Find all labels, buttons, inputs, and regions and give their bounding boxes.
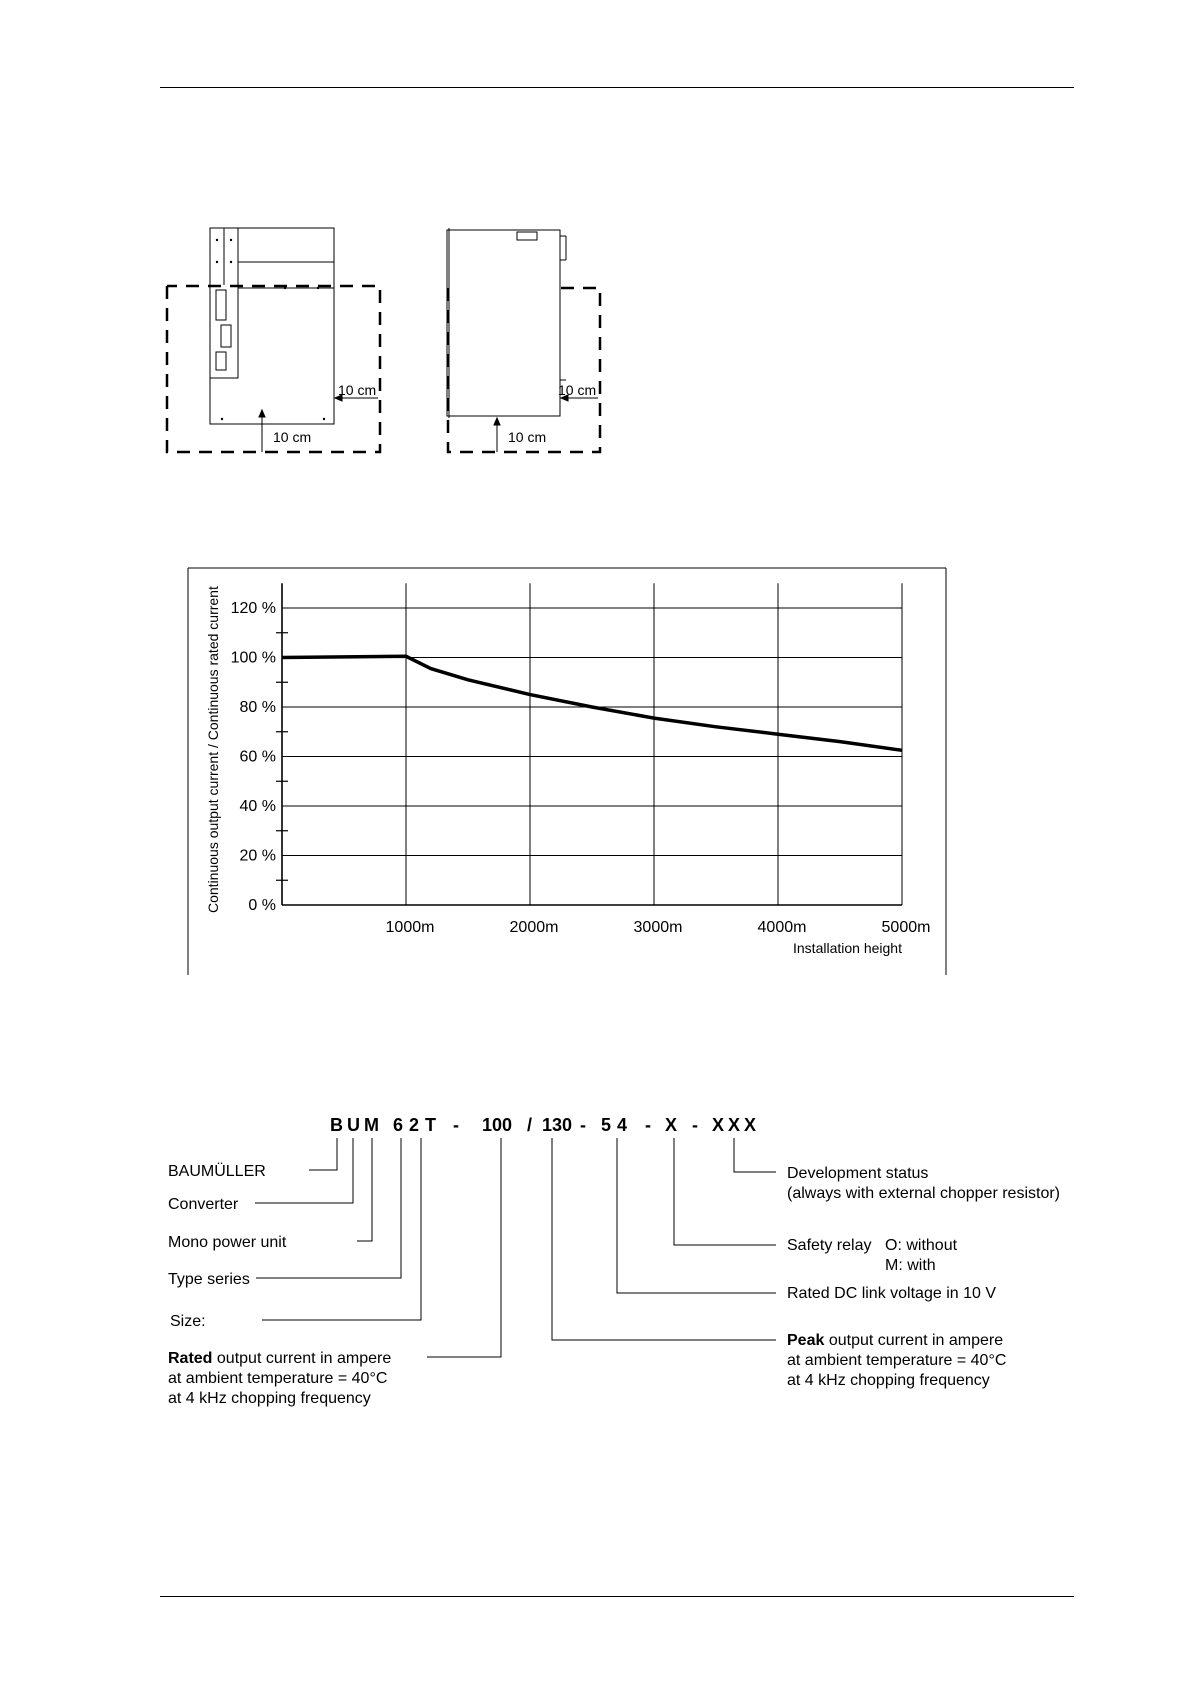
front-right-clearance-label: 10 cm: [338, 382, 377, 398]
code-letter-x-dev-2: X: [728, 1115, 741, 1135]
x-axis-label: Installation height: [793, 940, 902, 956]
y-tick-labels: [231, 600, 276, 914]
label-safety-without: O: without: [885, 1237, 958, 1254]
label-peak-frequency: at 4 kHz chopping frequency: [787, 1372, 990, 1389]
y-tick-label: 40 %: [239, 798, 276, 815]
label-development-status: Development status: [787, 1165, 929, 1182]
derating-curve: [282, 656, 902, 750]
clearance-zone-front: [167, 286, 380, 452]
x-tick-labels: [386, 919, 931, 936]
x-tick-label: 4000m: [757, 919, 807, 936]
code-letter-b: B: [330, 1115, 343, 1135]
label-converter: Converter: [168, 1196, 239, 1213]
x-tick-label: 3000m: [633, 919, 683, 936]
label-safety-with: M: with: [885, 1257, 936, 1274]
front-bottom-clearance-label: 10 cm: [273, 429, 312, 445]
label-rated-ambient: at ambient temperature = 40°C: [168, 1370, 388, 1387]
code-letter-x-safety: X: [665, 1115, 678, 1135]
code-dash-3: -: [645, 1115, 651, 1135]
label-rated-frequency: at 4 kHz chopping frequency: [168, 1390, 371, 1407]
code-digit-2: 2: [409, 1115, 420, 1135]
connector-x2: [221, 325, 231, 347]
label-peak-ambient: at ambient temperature = 40°C: [787, 1352, 1007, 1369]
code-dash-1: -: [453, 1115, 459, 1135]
code-rated-current: 100: [482, 1115, 513, 1135]
clearance-side-view: [447, 228, 600, 452]
label-safety-relay: Safety relay: [787, 1237, 872, 1254]
code-leader-lines: [255, 1138, 776, 1357]
connector-x3: [216, 352, 226, 370]
label-rated-current: [168, 1350, 391, 1367]
code-peak-current: 130: [542, 1115, 573, 1135]
device-side-outline: [447, 230, 560, 416]
y-axis-label: Continuous output current / Continuous rated current: [205, 586, 221, 913]
x-tick-label: 2000m: [509, 919, 559, 936]
y-tick-label: 20 %: [239, 847, 276, 865]
y-tick-label: 100 %: [230, 649, 276, 667]
chart-grid: [282, 583, 902, 905]
device-front-outline: [210, 228, 334, 424]
y-tick-label: 60 %: [239, 748, 276, 766]
code-letter-x-dev-3: X: [744, 1115, 757, 1135]
clearance-zone-side: [448, 288, 600, 452]
label-manufacturer: BAUMÜLLER: [168, 1163, 266, 1180]
label-development-note: (always with external chopper resistor): [787, 1185, 1060, 1202]
label-dc-link-voltage: Rated DC link voltage in 10 V: [787, 1285, 996, 1302]
derating-chart: [188, 568, 946, 975]
label-peak-rest: output current in ampere: [824, 1332, 1004, 1349]
label-mono-power-unit: Mono power unit: [168, 1234, 287, 1251]
code-digit-5: 5: [601, 1115, 612, 1135]
y-tick-label: 120 %: [230, 600, 276, 617]
label-peak-current: [787, 1332, 1003, 1349]
label-rated-rest: output current in ampere: [212, 1350, 392, 1367]
label-rated-bold: Rated: [168, 1350, 213, 1367]
connector-x1: [216, 290, 226, 320]
x-tick-label: 1000m: [385, 919, 435, 936]
type-code: [168, 1115, 1060, 1407]
code-letter-m: M: [364, 1115, 379, 1135]
y-tick-label: 80 %: [239, 699, 276, 716]
code-letter-x-dev-1: X: [712, 1115, 725, 1135]
code-dash-2: -: [580, 1115, 586, 1135]
label-type-series: Type series: [168, 1271, 250, 1288]
code-letter-t: T: [425, 1115, 436, 1135]
label-size: Size:: [170, 1313, 206, 1330]
code-digit-6: 6: [393, 1115, 404, 1135]
code-slash: /: [527, 1115, 533, 1135]
code-letter-u: U: [347, 1115, 360, 1135]
label-peak-bold: Peak: [787, 1332, 825, 1349]
side-right-clearance-label: 10 cm: [558, 382, 597, 398]
x-tick-label: 5000m: [881, 919, 931, 936]
clearance-front-view: [167, 228, 380, 452]
y-tick-label: 0 %: [248, 897, 276, 914]
side-bottom-clearance-label: 10 cm: [508, 429, 547, 445]
code-digit-4: 4: [617, 1115, 628, 1135]
code-dash-4: -: [692, 1115, 698, 1135]
